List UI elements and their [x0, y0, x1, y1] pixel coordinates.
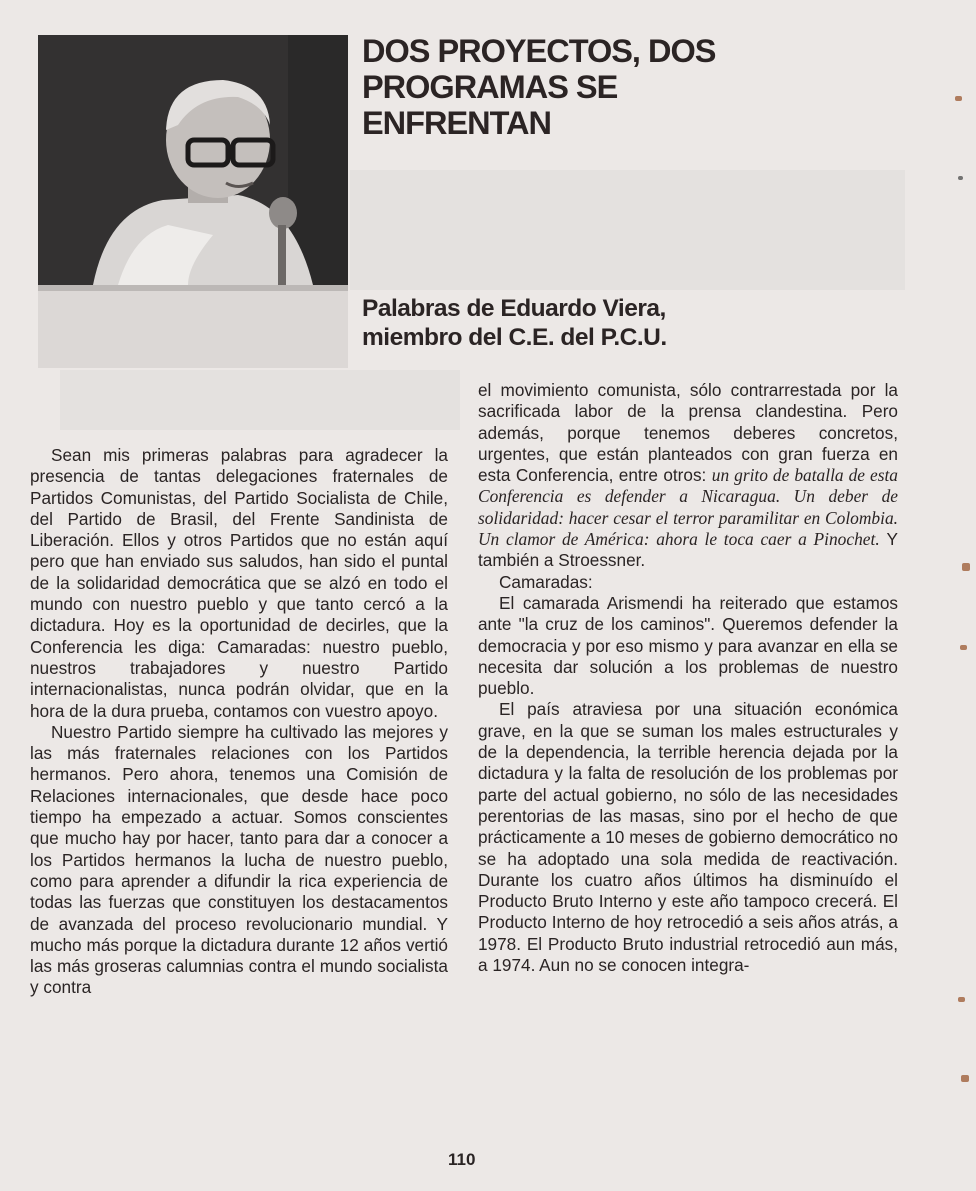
margin-stain: [955, 96, 962, 101]
paragraph: El país atraviesa por una situación económica grave, en la que se suman los males estructurales y de la dependencia, la terrible herencia dejada por la dictadura y la falta de resolución de los problemas por parte del actual gobierno, no sólo de las necesidades perentorias de las masas, sino por el hecho de que prácticamente a 10 meses de gobierno democrático no se ha adoptado una sola medida de reactivación. Durante los cuatro años últimos ha disminuído el Producto Bruto Interno y este año tampoco crecerá. El Producto Interno de hoy retrocedió a seis años atrás, a 1978. El Producto Bruto industrial retrocedió aun más, a 1974. Aun no se conocen integra-: [478, 699, 898, 976]
paragraph: Sean mis primeras palabras para agradecer la presencia de tantas delegaciones fraternales de Partidos Comunistas, del Partido Socialista de Chile, del Partido de Brasil, del Frente Sandinista de Liberación. Ellos y otros Partidos que no están aquí pero que han enviado sus saludos, han sido el puntal de la solidaridad democrática que se alzó en todo el mundo con nuestro pueblo y que tanto cercó a la dictadura. Hoy es la oportunidad de decirles, que la Conferencia les diga: Camaradas: nuestro pueblo, nuestros trabajadores y nuestro Partido internacionalistas, nunca podrán olvidar, que en la hora de la dura prueba, contamos con vuestro apoyo.: [30, 445, 448, 721]
show-through-shadow: [350, 170, 905, 290]
article-title: [362, 33, 782, 141]
margin-stain: [962, 563, 970, 571]
left-text-column: [30, 445, 448, 999]
show-through-shadow: [60, 370, 460, 430]
margin-stain: [958, 176, 963, 180]
paragraph: [478, 380, 898, 572]
article-subtitle-line: miembro del C.E. del P.C.U.: [362, 324, 667, 351]
margin-stain: [960, 645, 967, 650]
paragraph: Nuestro Partido siempre ha cultivado las mejores y las más fraternales relaciones con los Partidos hermanos. Pero ahora, tenemos una Comisión de Relaciones internacionales, que desde hace poco tiempo ha empezado a actuar. Somos conscientes que mucho hay por hacer, tanto para dar a conocer a los Partidos hermanos la lucha de nuestro pueblo, como para aprender a difundir la rica experiencia de todas las fuerzas que constituyen los destacamentos de avanzada del proceso revolucionario mundial. Y mucho más porque la dictadura durante 12 años vertió las más groseras calumnias contra el mundo socialista y contra: [30, 721, 448, 998]
paragraph-text: el movimiento comunista, sólo contrarrestada por la sacrificada labor de la prensa clandestina. Pero además, porque tenemos deberes concretos, urgentes, que están planteados con gran fuerza en esta Conferencia, entre otros:: [478, 380, 898, 486]
page-number: 110: [448, 1150, 476, 1169]
article-title-line: ENFRENTAN: [362, 105, 551, 141]
paragraph: El camarada Arismendi ha reiterado que estamos ante "la cruz de los caminos". Queremos defender la democracia y por eso mismo y para avanzar en ella se necesita dar solución a los problemas de nuestro pueblo.: [478, 592, 898, 699]
paragraph: Camaradas:: [499, 571, 593, 592]
article-title-line: PROGRAMAS SE: [362, 69, 618, 105]
paragraph-text: Y también a Stroessner.: [478, 529, 898, 571]
speaker-portrait-photo: [38, 35, 348, 368]
right-text-column: [478, 380, 898, 976]
italic-quote: un grito de batalla de esta Conferencia es defender a Nicaragua. Un deber de solidaridad: hacer cesar el terror paramilitar en Colombia. Un clamor de América: ahora le toca caer a Pinochet.: [478, 465, 898, 550]
article-subtitle: [362, 294, 762, 352]
speaker-portrait-illustration: [38, 35, 348, 368]
article-title-line: DOS PROYECTOS, DOS: [362, 33, 716, 69]
margin-stain: [958, 997, 965, 1002]
margin-stain: [961, 1075, 969, 1082]
article-subtitle-line: Palabras de Eduardo Viera,: [362, 295, 666, 322]
